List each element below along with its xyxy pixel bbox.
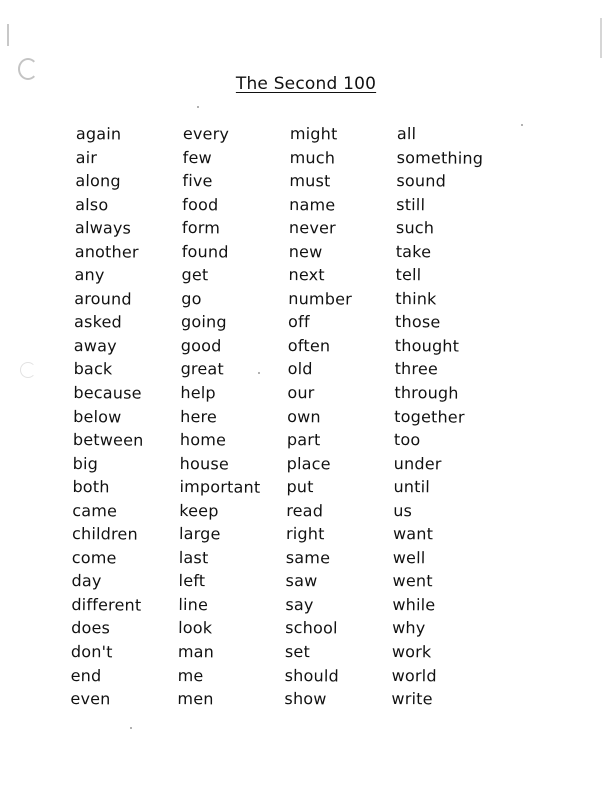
word-item: house (179, 453, 230, 474)
word-item: always (74, 218, 132, 238)
word-item: place (286, 453, 331, 474)
word-item: home (179, 430, 227, 450)
word-item: along (75, 171, 121, 191)
word-item: form (181, 218, 221, 238)
word-item: off (287, 312, 310, 332)
word-item: important (179, 477, 261, 497)
word-item: own (287, 406, 321, 426)
word-item: think (395, 288, 437, 309)
word-item: another (74, 241, 139, 262)
word-item: often (287, 335, 331, 356)
word-item: such (395, 218, 435, 238)
word-item: old (287, 359, 313, 379)
word-item: here (180, 406, 218, 426)
word-item: few (182, 147, 212, 167)
word-item: left (178, 571, 206, 591)
word-item: set (284, 642, 311, 662)
word-item: our (287, 383, 315, 403)
word-item: going (180, 312, 227, 332)
word-item: asked (73, 312, 123, 332)
word-item: men (177, 689, 214, 709)
word-item: again (75, 123, 122, 144)
word-item: look (178, 618, 213, 638)
word-item: while (392, 594, 436, 615)
word-item: even (70, 689, 111, 709)
scan-speck (130, 727, 132, 729)
word-item: any (74, 265, 105, 285)
word-item: line (178, 594, 209, 615)
word-item: all (396, 123, 417, 144)
word-item: sound (396, 171, 447, 191)
word-item: end (70, 665, 102, 685)
word-item: together (394, 406, 465, 427)
word-item: new (288, 241, 323, 262)
word-item: number (288, 288, 353, 309)
word-item: both (72, 477, 110, 497)
word-item: great (180, 359, 225, 379)
word-item: five (182, 171, 213, 191)
word-item: right (285, 524, 325, 544)
word-item: part (286, 430, 321, 450)
word-item: found (181, 241, 229, 262)
word-item: never (288, 218, 336, 238)
word-item: last (178, 547, 209, 568)
word-item: name (289, 194, 336, 215)
word-item: back (73, 359, 113, 379)
scan-mark (600, 18, 602, 58)
word-item: work (391, 642, 432, 662)
word-item: day (71, 571, 102, 591)
word-item: say (285, 594, 314, 615)
word-item: around (74, 288, 132, 309)
word-item: between (72, 430, 144, 450)
word-item: through (394, 383, 459, 403)
word-item: write (391, 689, 433, 709)
scan-hole-mark (20, 362, 36, 378)
word-item: might (289, 123, 338, 144)
word-item: man (177, 642, 215, 662)
word-item: still (396, 194, 426, 214)
word-item: why (392, 618, 426, 638)
word-column-3 (284, 122, 353, 711)
word-item: well (392, 547, 426, 568)
word-item: don't (70, 642, 113, 662)
word-item: put (286, 477, 314, 497)
word-item: children (71, 524, 138, 544)
word-item: under (393, 453, 442, 474)
word-item: because (73, 383, 142, 403)
word-item: help (180, 383, 216, 403)
word-item: get (181, 265, 209, 285)
word-item: thought (394, 335, 460, 356)
word-item: go (181, 288, 202, 309)
word-item: does (71, 618, 111, 638)
scan-speck (521, 124, 523, 126)
word-item: show (284, 689, 327, 709)
word-item: saw (285, 571, 318, 591)
word-item: big (72, 453, 99, 473)
word-item: also (75, 194, 109, 214)
word-item: every (182, 123, 230, 144)
word-item: something (396, 147, 484, 168)
word-item: large (178, 524, 221, 544)
word-item: world (391, 665, 437, 685)
word-item: same (285, 547, 331, 568)
word-item: want (392, 524, 434, 544)
word-item: went (392, 571, 433, 591)
word-item: tell (395, 265, 422, 285)
word-item: food (182, 194, 219, 214)
word-item: us (393, 500, 413, 520)
word-item: came (72, 500, 118, 521)
word-item: below (73, 406, 122, 427)
word-item: keep (179, 500, 219, 521)
word-item: those (394, 312, 441, 332)
word-item: until (393, 477, 431, 497)
word-item: away (73, 335, 117, 356)
word-item: next (288, 265, 325, 285)
word-item: too (393, 430, 421, 450)
word-item: read (286, 500, 324, 521)
word-item: me (177, 665, 204, 685)
word-column-4 (391, 122, 483, 711)
word-item: should (284, 665, 339, 686)
word-item: different (71, 594, 142, 615)
word-item: air (75, 147, 98, 167)
page-title: The Second 100 (235, 74, 377, 94)
scan-mark (7, 24, 9, 46)
word-item: three (394, 359, 439, 379)
word-item: come (71, 547, 117, 568)
word-item: must (289, 171, 331, 191)
word-column-1 (70, 122, 146, 711)
word-column-2 (177, 122, 264, 711)
scan-speck (197, 106, 199, 108)
word-item: much (289, 147, 336, 167)
word-item: school (285, 618, 338, 638)
word-item: take (395, 241, 432, 262)
word-item: good (180, 335, 222, 356)
